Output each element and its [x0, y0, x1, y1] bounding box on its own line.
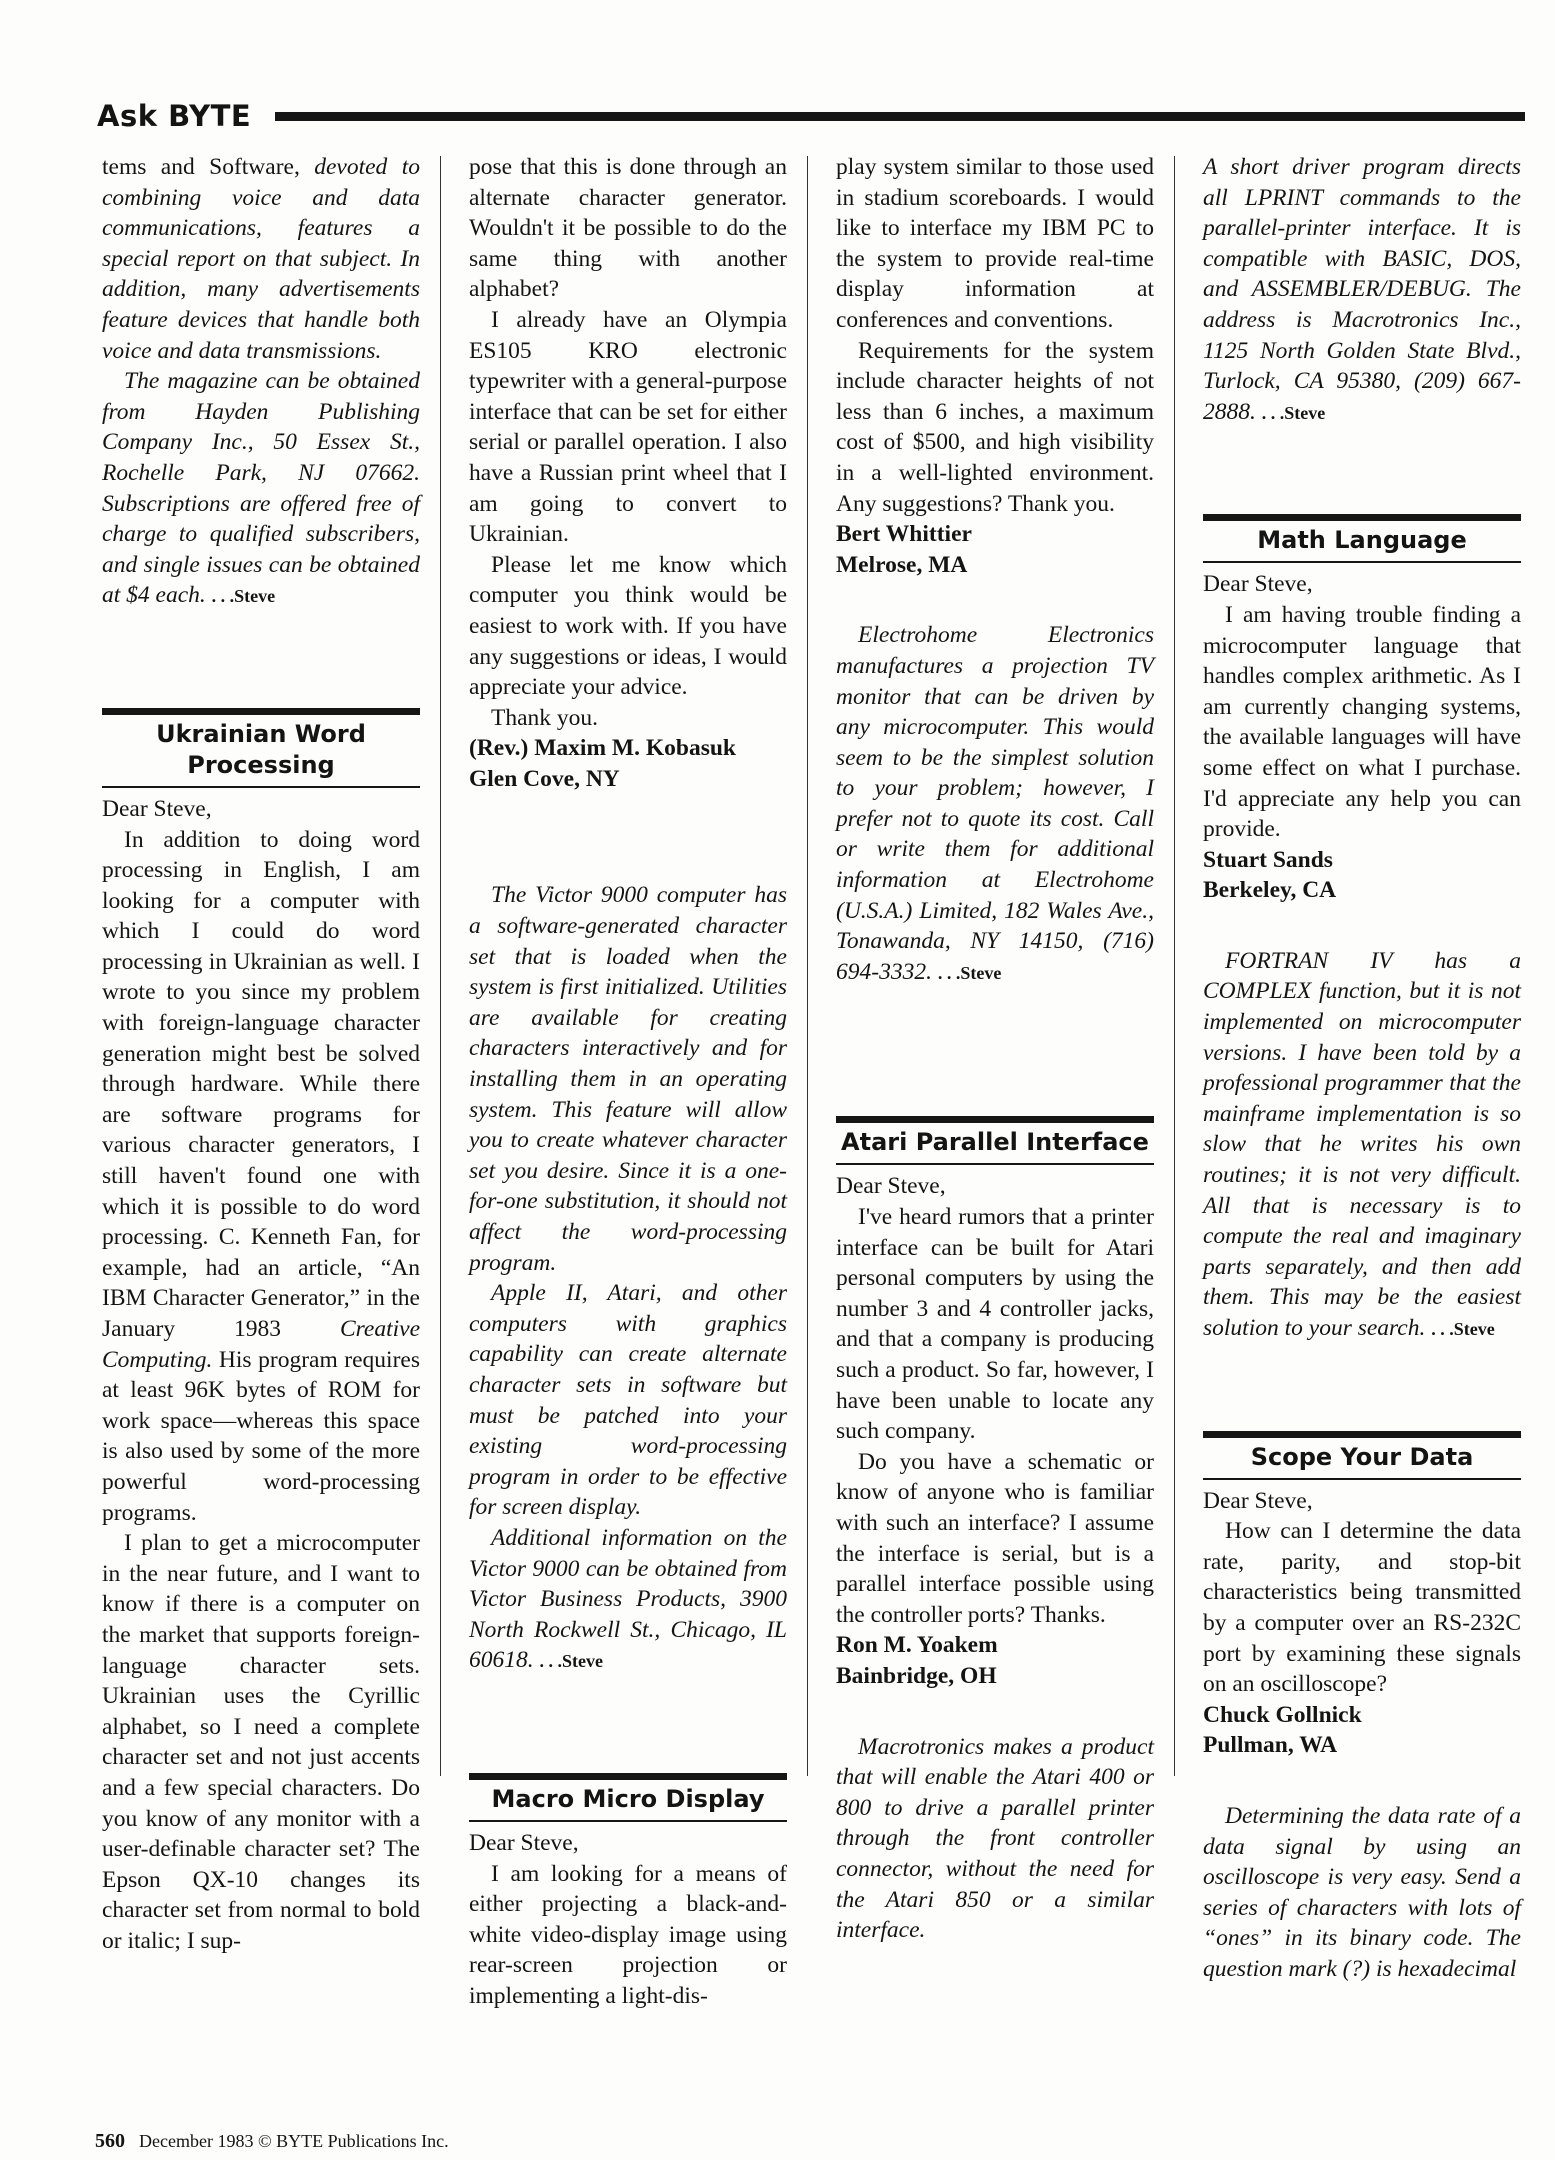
answer-paragraph: [102, 152, 420, 366]
footer-credit: December 1983 © BYTE Publications Inc.: [139, 2131, 449, 2151]
answer-text-italic: devoted to combining voice and data communications, features a special report on that subject. In addition, many advertisements feature devices that handle both voice and data transmissions.: [102, 154, 420, 364]
page-number: 560: [95, 2130, 125, 2152]
letter-paragraph: I plan to get a microcomputer in the near future, and I want to know if there is a computer on the market that supports foreign-language character sets. Ukrainian uses the Cyrillic alphabet, so I need a complete character set and not just accents and a few special characters. Do you know of any monitor with a user-definable character set? The Epson QX-10 changes its character set from normal to bold or italic; I sup-: [102, 1530, 420, 1954]
letter-paragraph: Do you have a schematic or know of anyone who is familiar with such an interface? I assume the interface is serial, but is a parallel interface possible using the controller ports? Thanks.: [836, 1448, 1154, 1628]
magazine-title: Creative Computing.: [102, 1316, 420, 1373]
letter-paragraph: I've heard rumors that a printer interface can be built for Atari personal computers by using the number 3 and 4 controller jacks, and that a company is producing such a product. So far, however, I have been unable to locate any such company.: [836, 1204, 1154, 1445]
letter-paragraph: I already have an Olympia ES105 KRO electronic typewriter with a general-purpose interface that can be set for either serial or parallel operation. I also have a Russian print wheel that I am going to convert to Ukrainian.: [469, 306, 787, 548]
column-2: [469, 152, 787, 2011]
answer-paragraph: Determining the data rate of a data signal by using an oscilloscope is very easy. Send a series of characters with lots of “ones” in its binary code. The question mark (?) is hexadecimal: [1203, 1802, 1521, 1982]
column-4: [1203, 152, 1521, 1985]
letter-location: Pullman, WA: [1203, 1732, 1338, 1759]
letter-paragraph: Please let me know which computer you think would be easiest to work with. If you have any suggestions or ideas, I would appreciate your advice.: [469, 551, 787, 701]
column-divider: [807, 156, 808, 1776]
page-footer: [95, 2130, 449, 2152]
letter-author: Stuart Sands: [1203, 846, 1333, 873]
answer-text: The magazine can be obtained from Hayden Publishing Company Inc., 50 Essex St., Rochelle Park, NJ 07662. Subscriptions are offered free of charge to qualified subscribers, and single issues can be obtained at $4 each.: [102, 368, 420, 609]
answer-text: FORTRAN IV has a COMPLEX function, but it is not implemented on microcomputer versions. I have been told by a professional programmer that the mainframe implementation is so slow that he writes his own routines; it is not very difficult. All that is necessary is to compute the real and imaginary parts separately, and then add them. This may be the easiest solution to your search.: [1203, 947, 1521, 1341]
salutation: Dear Steve,: [1203, 1487, 1313, 1514]
answer-paragraph: [836, 620, 1154, 988]
steve-signoff: . . .Steve: [937, 962, 1002, 983]
answer-text: Additional information on the Victor 9000 can be obtained from Victor Business Products, 3900 North Rockwell St., Chicago, IL 60618.: [469, 1524, 787, 1674]
header-rule: [275, 112, 1525, 121]
letter-location: Bainbridge, OH: [836, 1662, 997, 1689]
letter-author: Bert Whittier: [836, 521, 972, 548]
salutation: Dear Steve,: [836, 1173, 946, 1200]
steve-signoff: . . .Steve: [1431, 1319, 1495, 1339]
answer-paragraph: Apple II, Atari, and other computers with graphics capability can create alternate character sets in software but must be patched into your existing word-processing program in order to be effective for screen display.: [469, 1280, 787, 1521]
steve-signoff: . . .Steve: [539, 1651, 603, 1672]
answer-paragraph: Macrotronics makes a product that will enable the Atari 400 or 800 to drive a parallel printer through the front controller connector, without the need for the Atari 850 or a similar interface.: [836, 1733, 1154, 1944]
steve-signoff: . . .Steve: [1261, 402, 1326, 423]
section-title: Ask BYTE: [97, 98, 255, 134]
section-heading-atari: Atari Parallel Interface: [836, 1116, 1154, 1165]
answer-text: A short driver program directs all LPRINT commands to the parallel-printer interface. It is compatible with BASIC, DOS, and ASSEMBLER/DEBUG. The address is Macrotronics Inc., 1125 North Golden State Blvd., Turlock, CA 95380, (209) 667-2888.: [1203, 154, 1521, 425]
letter-location: Melrose, MA: [836, 551, 968, 578]
column-divider: [440, 156, 441, 1776]
letter-paragraph: play system similar to those used in stadium scoreboards. I would like to interface my IBM PC to the system to provide real-time display information at conferences and conventions.: [836, 154, 1154, 333]
letter-paragraph: Thank you.: [491, 704, 599, 731]
salutation: Dear Steve,: [469, 1829, 579, 1856]
answer-paragraph: [469, 1523, 787, 1677]
letter-text: His program requires at least 96K bytes of ROM for work space—whereas this space is also used by some of the more powerful word-processing programs.: [102, 1346, 420, 1526]
answer-paragraph: [1203, 152, 1521, 428]
letter-author: Chuck Gollnick: [1203, 1701, 1362, 1728]
answer-paragraph: [1203, 946, 1521, 1345]
answer-paragraph: [102, 366, 420, 612]
letter-author: Ron M. Yoakem: [836, 1632, 998, 1659]
answer-paragraph: The Victor 9000 computer has a software-generated character set that is loaded when the system is first initialized. Utilities are available for creating characters interactively and for installing them in an operating system. This feature will allow you to create whatever character set you desire. Since it is a one-for-one substitution, it should not affect the word-processing program.: [469, 882, 787, 1276]
letter-paragraph: [102, 825, 420, 1529]
steve-signoff: . . .Steve: [211, 586, 276, 607]
letter-paragraph: I am having trouble finding a microcomputer language that handles complex arithmetic. As I am currently changing systems, the available languages will have some effect on what I purchase. I'd appreciate any help you can provide.: [1203, 601, 1521, 843]
salutation: Dear Steve,: [1203, 571, 1313, 598]
section-heading-ukrainian: Ukrainian Word Processing: [102, 708, 420, 788]
letter-paragraph: How can I determine the data rate, parity, and stop-bit characteristics being transmitted by a computer over an RS-232C port by examining these signals on an oscilloscope?: [1203, 1518, 1521, 1698]
column-1: [102, 152, 420, 1956]
column-3: [836, 152, 1154, 1946]
answer-text: Electrohome Electronics manufactures a projection TV monitor that can be driven by any microcomputer. This would seem to be the simplest solution to your problem; however, I prefer not to quote its cost. Call or write them for additional information at Electrohome (U.S.A.) Limited, 182 Wales Ave., Tonawanda, NY 14150, (716) 694-3332.: [836, 622, 1154, 985]
column-divider: [1174, 156, 1175, 1776]
letter-paragraph: pose that this is done through an alternate character generator. Wouldn't it be possible to do the same thing with another alphabet?: [469, 154, 787, 303]
letter-location: Berkeley, CA: [1203, 877, 1337, 904]
letter-author: (Rev.) Maxim M. Kobasuk: [469, 735, 736, 762]
letter-paragraph: Requirements for the system include character heights of not less than 6 inches, a maximum cost of $500, and high visibility in a well-lighted environment. Any suggestions? Thank you.: [836, 337, 1154, 517]
answer-text: tems and Software,: [102, 154, 315, 180]
salutation: Dear Steve,: [102, 795, 212, 822]
section-heading-scope-data: Scope Your Data: [1203, 1431, 1521, 1480]
section-heading-macro-micro: Macro Micro Display: [469, 1773, 787, 1822]
letter-paragraph: I am looking for a means of either projecting a black-and-white video-display image using rear-screen projection or implementing a light-dis-: [469, 1860, 787, 2009]
section-heading-math-language: Math Language: [1203, 514, 1521, 563]
page-header: [95, 98, 1525, 134]
letter-location: Glen Cove, NY: [469, 765, 620, 792]
letter-text: In addition to doing word processing in English, I am looking for a computer with which I could do word processing in Ukrainian as well. I wrote to you since my problem with foreign-language character generation might best be solved through hardware. While there are software programs for various character generators, I still haven't found one with which it is possible to do word processing. C. Kenneth Fan, for example, had an article, “An IBM Character Generator,” in the January 1983: [102, 826, 420, 1342]
